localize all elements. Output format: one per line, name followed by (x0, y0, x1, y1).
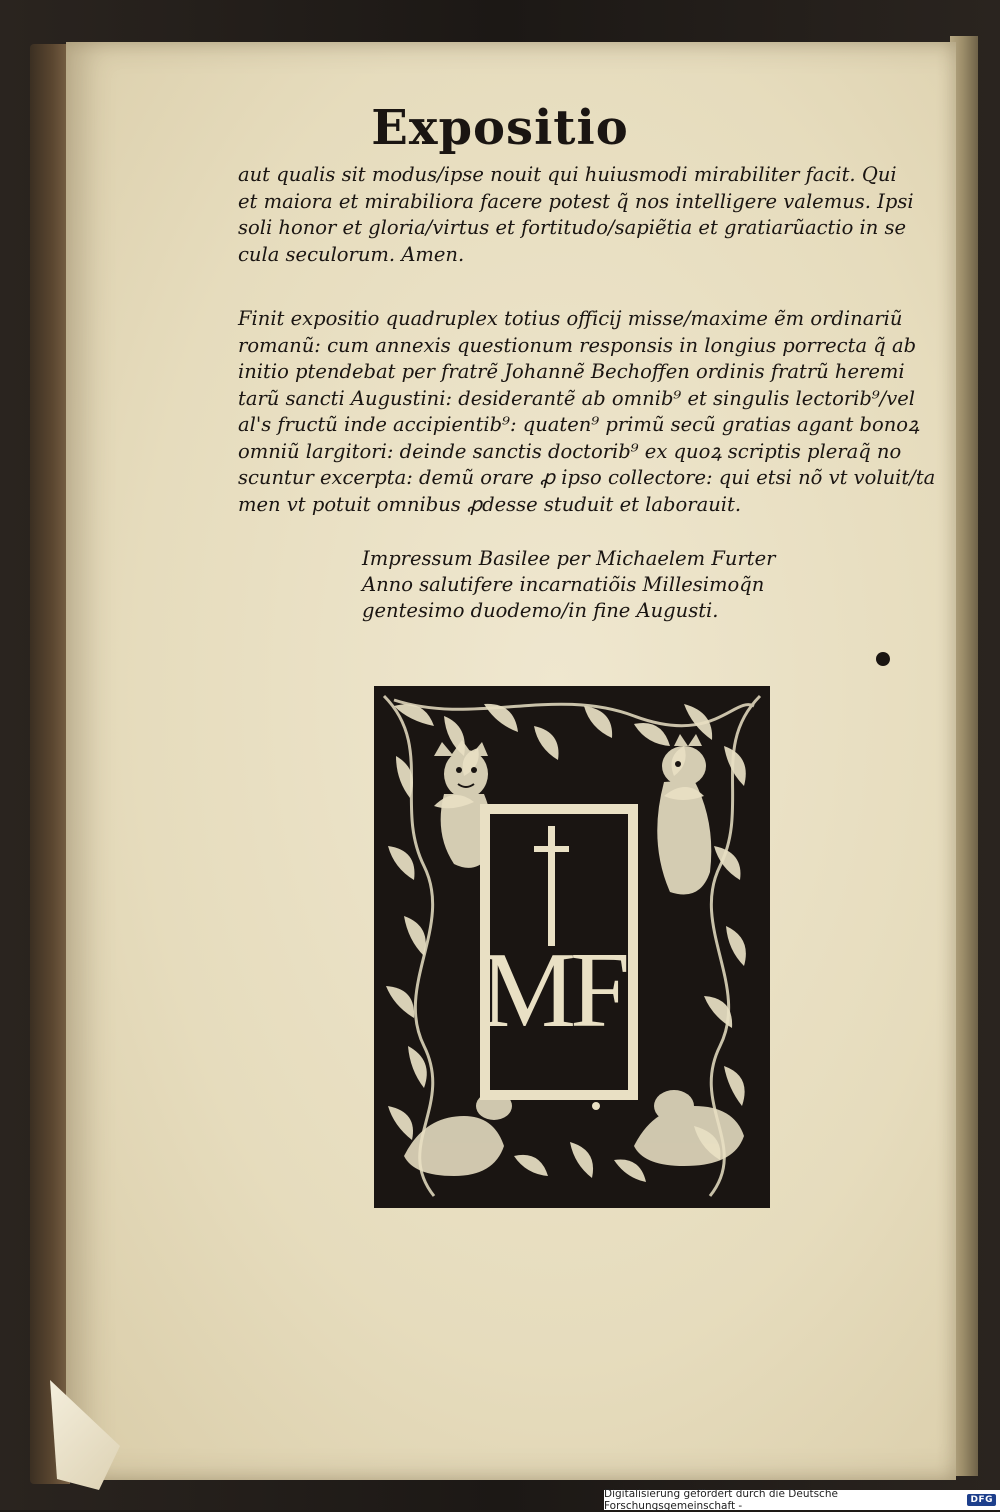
device-monogram: MF (479, 931, 625, 1050)
text-line: et maiora et mirabiliora facere potest q̃ nos intelligere valemus. Ipsi (238, 189, 914, 213)
text-line: tarũ sancti Augustini: desiderantẽ ab omnib⁹ et singulis lectorib⁹/vel (238, 386, 916, 410)
text-line: Finit expositio quadruplex totius officij misse/maxime ẽm ordinariũ (238, 307, 903, 330)
text-line: aut qualis sit modus/ipse nouit qui huiusmodi mirabiliter facit. Qui (238, 163, 897, 186)
colophon (362, 546, 842, 624)
text-line: men vt potuit omnibus ꝓdesse studuit et laborauit. (238, 492, 742, 516)
text-line: scuntur excerpta: demũ orare ꝓ ipso collectore: qui etsi nõ vt voluit/ta (238, 466, 936, 489)
credit-text: Digitalisierung gefördert durch die Deutsche Forschungsgemeinschaft - (604, 1488, 838, 1512)
printer-device-woodcut (374, 686, 770, 1208)
text-line: al's fructũ inde accipientib⁹: quaten⁹ primũ secũ gratias agant bonoꝝ (238, 413, 920, 436)
ink-blot (876, 652, 890, 666)
book-spine-edge (30, 44, 70, 1484)
colophon-line: Anno salutifere incarnatiõis Millesimoq̃n (362, 573, 765, 596)
text-paragraph-1 (238, 162, 938, 268)
text-line: romanũ: cum annexis questionum responsis in longius porrecta q̃ ab (238, 333, 917, 357)
colophon-line: Impressum Basilee per Michaelem Furter (362, 547, 776, 570)
text-line: omniũ largitori: deinde sanctis doctorib⁹ ex quoꝝ scriptis pleraq̃ no (238, 439, 902, 463)
digitization-credit (604, 1490, 1000, 1510)
text-line: soli honor et gloria/virtus et fortitudo/sapiẽtia et gratiarũactio in se (238, 216, 907, 239)
text-line: cula seculorum. Amen. (238, 242, 465, 266)
dfg-logo-icon: DFG (967, 1494, 996, 1506)
page-heading: Expositio (371, 100, 629, 156)
text-line: initio ptendebat per fratrẽ Johannẽ Bechoffen ordinis fratrũ heremi (238, 360, 905, 383)
colophon-line: gentesimo duodemo/in fine Augusti. (362, 599, 719, 622)
text-paragraph-2 (238, 306, 938, 518)
